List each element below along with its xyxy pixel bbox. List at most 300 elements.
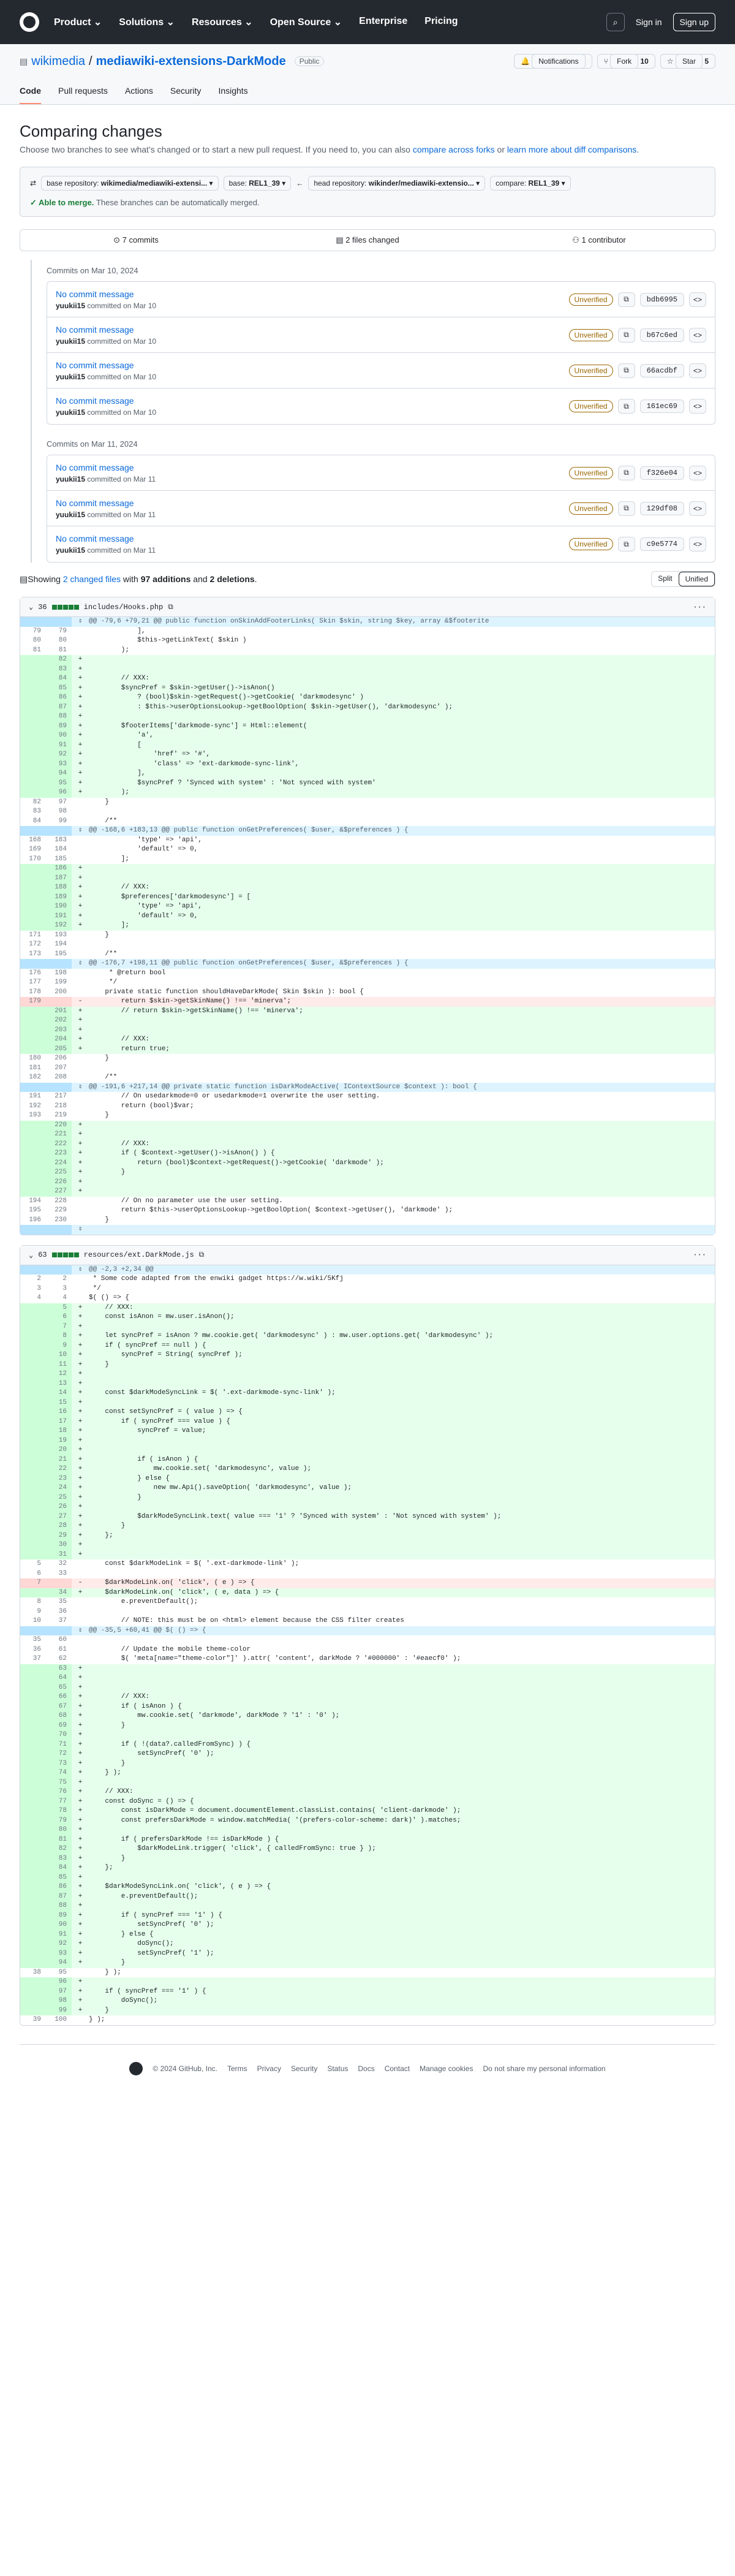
old-line-number[interactable] — [20, 1683, 46, 1693]
old-line-number[interactable]: 169 — [29, 846, 41, 853]
old-line-number[interactable] — [20, 1130, 46, 1140]
old-line-number[interactable] — [20, 712, 46, 722]
old-line-number[interactable]: 192 — [29, 1102, 41, 1110]
new-line-number[interactable]: 94 — [46, 769, 72, 779]
browse-code-icon[interactable]: <> — [689, 328, 706, 343]
copy-icon[interactable]: ⧉ — [618, 399, 635, 414]
footer-link-6[interactable]: Contact — [384, 2064, 410, 2073]
old-line-number[interactable] — [20, 1721, 46, 1731]
learn-more-link[interactable]: learn more about diff comparisons — [507, 145, 637, 154]
new-line-number[interactable]: 205 — [46, 1045, 72, 1055]
commit-message-link[interactable]: No commit message — [56, 396, 134, 406]
new-line-number[interactable]: 223 — [46, 1149, 72, 1159]
new-line-number[interactable]: 208 — [55, 1074, 67, 1081]
new-line-number[interactable]: 80 — [46, 1825, 72, 1835]
new-line-number[interactable]: 71 — [46, 1740, 72, 1750]
old-line-number[interactable] — [20, 674, 46, 684]
new-line-number[interactable]: 184 — [55, 846, 67, 853]
new-line-number[interactable]: 183 — [55, 836, 67, 844]
old-line-number[interactable] — [20, 874, 46, 884]
new-line-number[interactable]: 83 — [46, 665, 72, 675]
new-line-number[interactable]: 3 — [62, 1284, 67, 1292]
new-line-number[interactable]: 83 — [46, 1854, 72, 1864]
commit-sha-link[interactable]: f326e04 — [640, 466, 684, 480]
new-line-number[interactable]: 90 — [46, 731, 72, 741]
compare-branch-select[interactable]: compare: REL1_39 ▾ — [490, 176, 570, 191]
new-line-number[interactable]: 13 — [46, 1379, 72, 1389]
new-line-number[interactable]: 2 — [62, 1275, 67, 1282]
new-line-number[interactable]: 98 — [46, 1996, 72, 2006]
new-line-number[interactable]: 82 — [46, 655, 72, 665]
old-line-number[interactable] — [20, 1550, 46, 1560]
new-line-number[interactable]: 74 — [46, 1768, 72, 1778]
new-line-number[interactable]: 191 — [46, 912, 72, 922]
search-icon[interactable]: ⌕ — [606, 13, 625, 31]
old-line-number[interactable] — [20, 1987, 46, 1997]
old-line-number[interactable] — [20, 1265, 46, 1275]
new-line-number[interactable]: 29 — [46, 1531, 72, 1541]
new-line-number[interactable]: 7 — [46, 1322, 72, 1332]
old-line-number[interactable] — [20, 1759, 46, 1769]
new-line-number[interactable]: 202 — [46, 1016, 72, 1026]
old-line-number[interactable] — [20, 883, 46, 893]
tab-insights[interactable]: Insights — [218, 86, 248, 96]
old-line-number[interactable] — [20, 731, 46, 741]
old-line-number[interactable]: 196 — [29, 1216, 41, 1224]
copy-icon[interactable]: ⧉ — [618, 292, 635, 307]
commit-author[interactable]: yuukii15 — [56, 301, 86, 310]
commit-author[interactable]: yuukii15 — [56, 336, 86, 346]
old-line-number[interactable] — [20, 1863, 46, 1873]
new-line-number[interactable]: 89 — [46, 722, 72, 732]
copy-icon[interactable]: ⧉ — [618, 466, 635, 480]
repo-name-link[interactable]: mediawiki-extensions-DarkMode — [96, 54, 286, 68]
old-line-number[interactable] — [20, 1502, 46, 1512]
old-line-number[interactable] — [20, 1892, 46, 1902]
tab-actions[interactable]: Actions — [124, 86, 153, 96]
old-line-number[interactable]: 177 — [29, 979, 41, 986]
old-line-number[interactable] — [20, 1930, 46, 1940]
old-line-number[interactable] — [20, 693, 46, 703]
new-line-number[interactable]: 63 — [46, 1664, 72, 1674]
commit-author[interactable]: yuukii15 — [56, 474, 86, 483]
new-line-number[interactable]: 9 — [46, 1341, 72, 1351]
old-line-number[interactable] — [20, 788, 46, 798]
old-line-number[interactable]: 182 — [29, 1074, 41, 1081]
footer-link-8[interactable]: Do not share my personal information — [483, 2064, 606, 2073]
old-line-number[interactable]: 5 — [37, 1560, 41, 1567]
new-line-number[interactable]: 96 — [46, 1977, 72, 1987]
new-line-number[interactable]: 76 — [46, 1787, 72, 1797]
file-menu-icon[interactable]: ··· — [693, 602, 706, 612]
new-line-number[interactable] — [46, 1265, 72, 1275]
new-line-number[interactable]: 81 — [58, 646, 67, 654]
old-line-number[interactable] — [20, 684, 46, 694]
new-line-number[interactable]: 86 — [46, 1882, 72, 1892]
old-line-number[interactable] — [20, 779, 46, 789]
copy-icon[interactable]: ⧉ — [618, 501, 635, 516]
new-line-number[interactable]: 30 — [46, 1540, 72, 1550]
old-line-number[interactable] — [20, 1455, 46, 1465]
new-line-number[interactable]: 88 — [46, 1901, 72, 1911]
old-line-number[interactable] — [20, 912, 46, 922]
footer-link-4[interactable]: Status — [327, 2064, 349, 2073]
new-line-number[interactable]: 199 — [55, 979, 67, 986]
old-line-number[interactable]: 83 — [32, 808, 41, 815]
new-line-number[interactable]: 20 — [46, 1445, 72, 1455]
old-line-number[interactable] — [20, 1920, 46, 1930]
old-line-number[interactable] — [20, 1873, 46, 1883]
new-line-number[interactable]: 34 — [46, 1588, 72, 1598]
head-repo-select[interactable]: head repository: wikinder/mediawiki-extensio... ▾ — [308, 176, 485, 191]
new-line-number[interactable]: 201 — [46, 1007, 72, 1017]
old-line-number[interactable] — [20, 1341, 46, 1351]
new-line-number[interactable]: 91 — [46, 741, 72, 751]
new-line-number[interactable]: 37 — [58, 1617, 67, 1624]
compare-forks-link[interactable]: compare across forks — [412, 145, 495, 154]
old-line-number[interactable]: 179 — [20, 997, 46, 1007]
old-line-number[interactable] — [20, 1398, 46, 1408]
old-line-number[interactable] — [20, 1692, 46, 1702]
browse-code-icon[interactable]: <> — [689, 363, 706, 378]
notifications-button[interactable]: 🔔 Notifications — [514, 54, 592, 69]
new-line-number[interactable]: 35 — [58, 1598, 67, 1605]
old-line-number[interactable] — [20, 760, 46, 770]
old-line-number[interactable] — [20, 893, 46, 903]
new-line-number[interactable] — [46, 617, 72, 627]
base-repo-select[interactable]: base repository: wikimedia/mediawiki-extensi... ▾ — [41, 176, 219, 191]
nav-item-pricing[interactable]: Pricing — [424, 16, 458, 26]
new-line-number[interactable]: 72 — [46, 1749, 72, 1759]
contributors-count[interactable]: ⚇ 1 contributor — [572, 235, 626, 244]
new-line-number[interactable]: 225 — [46, 1168, 72, 1178]
old-line-number[interactable] — [20, 1426, 46, 1436]
commit-message-link[interactable]: No commit message — [56, 360, 134, 370]
new-line-number[interactable] — [46, 959, 72, 969]
new-line-number[interactable]: 222 — [46, 1140, 72, 1150]
old-line-number[interactable]: 80 — [32, 637, 41, 644]
old-line-number[interactable] — [20, 1740, 46, 1750]
new-line-number[interactable]: 93 — [46, 1949, 72, 1959]
new-line-number[interactable]: 100 — [55, 2016, 67, 2023]
old-line-number[interactable] — [20, 1844, 46, 1854]
old-line-number[interactable]: 181 — [29, 1064, 41, 1072]
unverified-badge[interactable]: Unverified — [569, 400, 613, 412]
old-line-number[interactable] — [20, 703, 46, 713]
new-line-number[interactable]: 189 — [46, 893, 72, 903]
sign-in-link[interactable]: Sign in — [635, 17, 662, 27]
new-line-number[interactable]: 200 — [55, 988, 67, 996]
old-line-number[interactable] — [20, 1445, 46, 1455]
new-line-number[interactable]: 90 — [46, 1920, 72, 1930]
old-line-number[interactable] — [20, 1332, 46, 1341]
base-branch-select[interactable]: base: REL1_39 ▾ — [224, 176, 292, 191]
old-line-number[interactable] — [20, 1483, 46, 1493]
old-line-number[interactable] — [20, 1797, 46, 1807]
new-line-number[interactable]: 185 — [55, 855, 67, 863]
old-line-number[interactable] — [20, 655, 46, 665]
new-line-number[interactable]: 188 — [46, 883, 72, 893]
commit-sha-link[interactable]: c9e5774 — [640, 537, 684, 551]
footer-link-7[interactable]: Manage cookies — [420, 2064, 473, 2073]
changed-files-link[interactable]: 2 changed files — [62, 574, 121, 584]
footer-link-1[interactable]: Terms — [227, 2064, 247, 2073]
old-line-number[interactable] — [20, 1322, 46, 1332]
new-line-number[interactable]: 224 — [46, 1159, 72, 1169]
new-line-number[interactable]: 79 — [58, 627, 67, 635]
old-line-number[interactable] — [20, 1369, 46, 1379]
commit-message-link[interactable]: No commit message — [56, 324, 134, 335]
new-line-number[interactable]: 32 — [58, 1560, 67, 1567]
new-line-number[interactable]: 81 — [46, 1835, 72, 1845]
old-line-number[interactable]: 36 — [32, 1645, 41, 1653]
commit-sha-link[interactable]: 66acdbf — [640, 364, 684, 377]
old-line-number[interactable]: 2 — [37, 1275, 41, 1282]
new-line-number[interactable]: 84 — [46, 1863, 72, 1873]
new-line-number[interactable]: 95 — [58, 1968, 67, 1976]
new-line-number[interactable]: 96 — [46, 788, 72, 798]
old-line-number[interactable] — [20, 1417, 46, 1427]
old-line-number[interactable]: 84 — [32, 817, 41, 825]
file-menu-icon[interactable]: ··· — [693, 1251, 706, 1259]
new-line-number[interactable]: 204 — [46, 1035, 72, 1045]
new-line-number[interactable]: 198 — [55, 969, 67, 977]
old-line-number[interactable]: 180 — [29, 1055, 41, 1062]
old-line-number[interactable] — [20, 617, 46, 627]
old-line-number[interactable] — [20, 1026, 46, 1036]
tab-pull-requests[interactable]: Pull requests — [58, 86, 108, 96]
repo-owner-link[interactable]: wikimedia — [31, 54, 86, 68]
old-line-number[interactable] — [20, 1351, 46, 1360]
new-line-number[interactable]: 97 — [46, 1987, 72, 1997]
old-line-number[interactable] — [20, 1140, 46, 1150]
old-line-number[interactable]: 81 — [32, 646, 41, 654]
new-line-number[interactable]: 88 — [46, 712, 72, 722]
commit-message-link[interactable]: No commit message — [56, 289, 134, 299]
old-line-number[interactable] — [20, 902, 46, 912]
browse-code-icon[interactable]: <> — [689, 537, 706, 551]
nav-item-enterprise[interactable]: Enterprise — [359, 16, 408, 26]
new-line-number[interactable]: 64 — [46, 1673, 72, 1683]
commit-author[interactable]: yuukii15 — [56, 372, 86, 381]
old-line-number[interactable] — [20, 1464, 46, 1474]
new-line-number[interactable]: 69 — [46, 1721, 72, 1731]
footer-link-3[interactable]: Security — [290, 2064, 318, 2073]
collapse-chevron-icon[interactable]: ⌄ — [29, 1251, 34, 1260]
new-line-number[interactable]: 84 — [46, 674, 72, 684]
old-line-number[interactable] — [20, 1816, 46, 1826]
new-line-number[interactable]: 95 — [46, 779, 72, 789]
new-line-number[interactable]: 26 — [46, 1502, 72, 1512]
new-line-number[interactable]: 22 — [46, 1464, 72, 1474]
old-line-number[interactable] — [20, 1911, 46, 1921]
new-line-number[interactable]: 79 — [46, 1816, 72, 1826]
tab-security[interactable]: Security — [170, 86, 202, 96]
old-line-number[interactable] — [20, 1493, 46, 1503]
new-line-number[interactable]: 228 — [55, 1197, 67, 1205]
new-line-number[interactable]: 16 — [46, 1407, 72, 1417]
old-line-number[interactable]: 171 — [29, 931, 41, 939]
new-line-number[interactable]: 230 — [55, 1216, 67, 1224]
old-line-number[interactable] — [20, 1768, 46, 1778]
old-line-number[interactable] — [20, 959, 46, 969]
old-line-number[interactable] — [20, 1187, 46, 1197]
diff-file-path[interactable]: resources/ext.DarkMode.js — [83, 1251, 194, 1259]
old-line-number[interactable] — [20, 1996, 46, 2006]
old-line-number[interactable] — [20, 1806, 46, 1816]
unverified-badge[interactable]: Unverified — [569, 294, 613, 306]
new-line-number[interactable] — [46, 1626, 72, 1636]
new-line-number[interactable]: 98 — [58, 808, 67, 815]
old-line-number[interactable]: 39 — [32, 2016, 41, 2023]
new-line-number[interactable]: 87 — [46, 1892, 72, 1902]
new-line-number[interactable]: 85 — [46, 684, 72, 694]
old-line-number[interactable] — [20, 1159, 46, 1169]
unverified-badge[interactable]: Unverified — [569, 365, 613, 377]
old-line-number[interactable]: 82 — [32, 798, 41, 806]
new-line-number[interactable]: 194 — [55, 941, 67, 948]
new-line-number[interactable]: 192 — [46, 921, 72, 931]
old-line-number[interactable] — [20, 1512, 46, 1522]
new-line-number[interactable]: 219 — [55, 1112, 67, 1119]
old-line-number[interactable] — [20, 1787, 46, 1797]
new-line-number[interactable]: 70 — [46, 1730, 72, 1740]
new-line-number[interactable]: 60 — [58, 1636, 67, 1643]
unverified-badge[interactable]: Unverified — [569, 538, 613, 550]
new-line-number[interactable]: 6 — [46, 1313, 72, 1322]
new-line-number[interactable]: 18 — [46, 1426, 72, 1436]
old-line-number[interactable]: 7 — [20, 1578, 46, 1588]
old-line-number[interactable]: 168 — [29, 836, 41, 844]
old-line-number[interactable]: 176 — [29, 969, 41, 977]
new-line-number[interactable]: 187 — [46, 874, 72, 884]
new-line-number[interactable]: 203 — [46, 1026, 72, 1036]
new-line-number[interactable]: 80 — [58, 637, 67, 644]
commit-sha-link[interactable]: b67c6ed — [640, 328, 684, 342]
old-line-number[interactable] — [20, 750, 46, 760]
old-line-number[interactable]: 172 — [29, 941, 41, 948]
new-line-number[interactable]: 15 — [46, 1398, 72, 1408]
browse-code-icon[interactable]: <> — [689, 292, 706, 307]
new-line-number[interactable]: 86 — [46, 693, 72, 703]
new-line-number[interactable] — [46, 826, 72, 836]
old-line-number[interactable]: 79 — [32, 627, 41, 635]
new-line-number[interactable]: 217 — [55, 1093, 67, 1100]
github-logo-icon[interactable] — [20, 12, 39, 32]
new-line-number[interactable]: 4 — [62, 1294, 67, 1301]
new-line-number[interactable]: 61 — [58, 1645, 67, 1653]
old-line-number[interactable]: 195 — [29, 1207, 41, 1214]
new-line-number[interactable]: 62 — [58, 1655, 67, 1662]
new-line-number[interactable]: 218 — [55, 1102, 67, 1110]
new-line-number[interactable]: 99 — [46, 2006, 72, 2016]
old-line-number[interactable]: 194 — [29, 1197, 41, 1205]
old-line-number[interactable]: 4 — [37, 1294, 41, 1301]
old-line-number[interactable] — [20, 864, 46, 874]
new-line-number[interactable]: 82 — [46, 1844, 72, 1854]
new-line-number[interactable]: 221 — [46, 1130, 72, 1140]
commit-author[interactable]: yuukii15 — [56, 546, 86, 555]
old-line-number[interactable] — [20, 1531, 46, 1541]
old-line-number[interactable] — [20, 1540, 46, 1550]
copy-icon[interactable]: ⧉ — [618, 328, 635, 343]
new-line-number[interactable]: 99 — [58, 817, 67, 825]
unverified-badge[interactable]: Unverified — [569, 502, 613, 515]
new-line-number[interactable]: 73 — [46, 1759, 72, 1769]
new-line-number[interactable]: 68 — [46, 1711, 72, 1721]
files-changed-count[interactable]: ▤ 2 files changed — [336, 235, 399, 244]
old-line-number[interactable]: 9 — [37, 1607, 41, 1615]
new-line-number[interactable]: 25 — [46, 1493, 72, 1503]
tab-code[interactable]: Code — [20, 80, 41, 104]
unverified-badge[interactable]: Unverified — [569, 467, 613, 479]
old-line-number[interactable] — [20, 1854, 46, 1864]
old-line-number[interactable]: 8 — [37, 1598, 41, 1605]
new-line-number[interactable]: 91 — [46, 1930, 72, 1940]
commit-author[interactable]: yuukii15 — [56, 510, 86, 519]
new-line-number[interactable] — [46, 1083, 72, 1093]
old-line-number[interactable]: 170 — [29, 855, 41, 863]
old-line-number[interactable] — [20, 1168, 46, 1178]
copy-path-icon[interactable]: ⧉ — [168, 602, 173, 612]
new-line-number[interactable]: 94 — [46, 1958, 72, 1968]
nav-item-resources[interactable]: Resources ⌄ — [192, 17, 253, 28]
new-line-number[interactable]: 28 — [46, 1521, 72, 1531]
browse-code-icon[interactable]: <> — [689, 501, 706, 516]
new-line-number[interactable]: 186 — [46, 864, 72, 874]
new-line-number[interactable]: 65 — [46, 1683, 72, 1693]
old-line-number[interactable] — [20, 1379, 46, 1389]
star-button[interactable]: ☆ Star 5 — [660, 54, 715, 69]
old-line-number[interactable] — [20, 1407, 46, 1417]
new-line-number[interactable]: 220 — [46, 1121, 72, 1131]
old-line-number[interactable] — [20, 1664, 46, 1674]
new-line-number[interactable]: 8 — [46, 1332, 72, 1341]
old-line-number[interactable] — [20, 1958, 46, 1968]
old-line-number[interactable]: 191 — [29, 1093, 41, 1100]
new-line-number[interactable]: 27 — [46, 1512, 72, 1522]
new-line-number[interactable]: 66 — [46, 1692, 72, 1702]
new-line-number[interactable]: 92 — [46, 1939, 72, 1949]
old-line-number[interactable] — [20, 1778, 46, 1788]
old-line-number[interactable] — [20, 741, 46, 751]
commit-message-link[interactable]: No commit message — [56, 462, 134, 472]
unverified-badge[interactable]: Unverified — [569, 329, 613, 341]
nav-item-product[interactable]: Product ⌄ — [54, 17, 102, 28]
old-line-number[interactable]: 193 — [29, 1112, 41, 1119]
old-line-number[interactable] — [20, 1035, 46, 1045]
old-line-number[interactable]: 3 — [37, 1284, 41, 1292]
commit-message-link[interactable]: No commit message — [56, 534, 134, 544]
old-line-number[interactable] — [20, 1626, 46, 1636]
footer-link-5[interactable]: Docs — [358, 2064, 375, 2073]
old-line-number[interactable] — [20, 1360, 46, 1370]
old-line-number[interactable] — [20, 1303, 46, 1313]
old-line-number[interactable]: 37 — [32, 1655, 41, 1662]
new-line-number[interactable]: 227 — [46, 1187, 72, 1197]
new-line-number[interactable]: 10 — [46, 1351, 72, 1360]
new-line-number[interactable]: 12 — [46, 1369, 72, 1379]
old-line-number[interactable] — [20, 1083, 46, 1093]
commit-sha-link[interactable]: bdb6995 — [640, 293, 684, 306]
old-line-number[interactable] — [20, 1835, 46, 1845]
new-line-number[interactable]: 87 — [46, 703, 72, 713]
old-line-number[interactable]: 38 — [32, 1968, 41, 1976]
new-line-number[interactable]: 33 — [58, 1569, 67, 1577]
old-line-number[interactable] — [20, 1825, 46, 1835]
old-line-number[interactable] — [20, 1711, 46, 1721]
new-line-number[interactable]: 77 — [46, 1797, 72, 1807]
